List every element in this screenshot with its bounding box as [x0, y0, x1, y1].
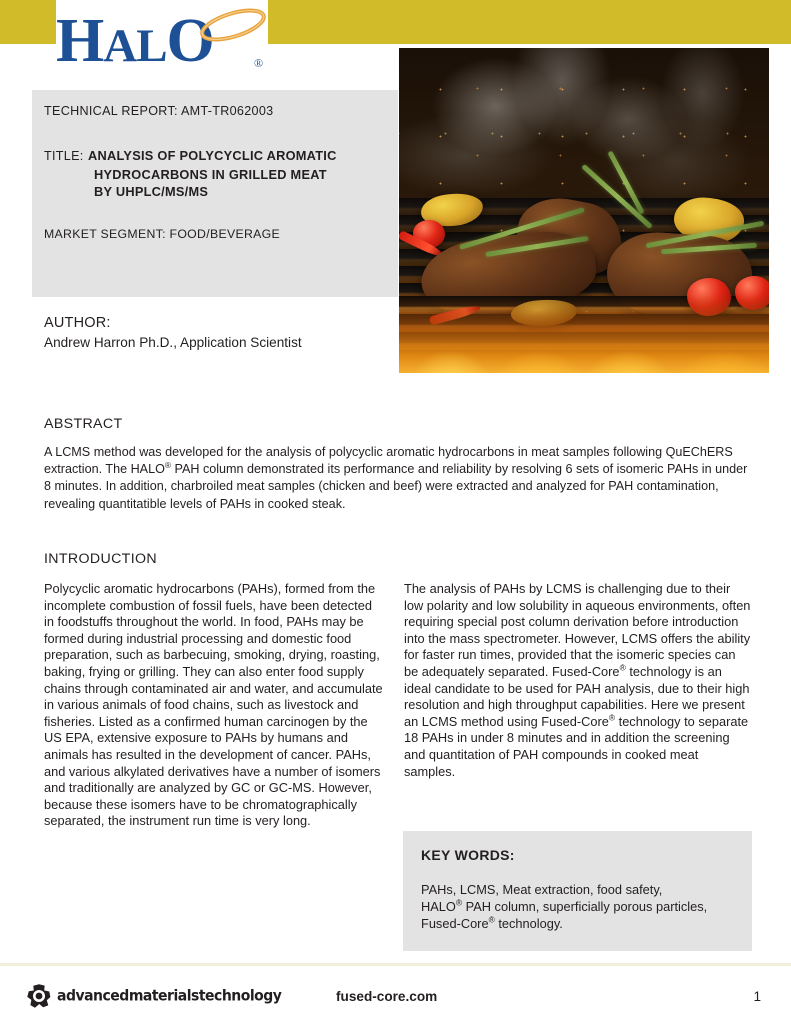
amt-company-name: advancedmaterialstechnology [57, 987, 282, 1005]
photo-flames-layer [399, 295, 769, 373]
abstract-text-part-1: A LCMS method was developed for the analysis of polycyclic aromatic hydrocarbons in meat samples following QuEChERS extraction. The HALO [44, 445, 733, 477]
registered-mark-icon: ® [164, 460, 171, 471]
author-name: Andrew Harron Ph.D., Application Scientist [44, 335, 302, 350]
report-title-label: TITLE: [44, 149, 84, 163]
keywords-body [421, 881, 738, 932]
introduction-heading: INTRODUCTION [44, 551, 157, 567]
amt-hexagon-icon [26, 983, 52, 1009]
market-segment: MARKET SEGMENT: FOOD/BEVERAGE [44, 227, 281, 241]
advanced-materials-technology-logo [26, 983, 281, 1009]
intro-right-part-1: The analysis of PAHs by LCMS is challenging due to their low polarity and low solubility in aqueous environments, often requiring special post column derivation before introduction into the mass spectrometer. However, LCMS offers the ability for faster run times, provided that the isomeric species can be adequately separated. Fused-Core [404, 581, 751, 679]
report-title-line-1: ANALYSIS OF POLYCYCLIC AROMATIC [88, 148, 337, 163]
registered-mark-icon: ® [619, 662, 626, 673]
halo-logo [56, 6, 271, 78]
report-title [44, 147, 392, 200]
registered-mark-icon: ® [455, 897, 463, 908]
author-label: AUTHOR: [44, 315, 111, 331]
keywords-line-2-part-1: HALO [421, 899, 456, 914]
registered-mark-icon: ® [488, 914, 495, 925]
report-title-line-3: BY UHPLC/MS/MS [94, 184, 209, 199]
introduction-column-right [404, 581, 752, 780]
report-title-panel [32, 90, 398, 297]
keywords-line-1: PAHs, LCMS, Meat extraction, food safety, [421, 882, 663, 897]
keywords-box [403, 831, 752, 951]
author-block [44, 315, 384, 350]
halo-registered-icon: ® [254, 56, 264, 70]
footer-url[interactable]: fused-core.com [336, 989, 438, 1004]
introduction-column-left: Polycyclic aromatic hydrocarbons (PAHs), formed from the incomplete combustion of fossil fuels, have been detected in foodstuffs throughout the world. In food, PAHs may be formed during industrial processing and domestic food preparation, such as barbecuing, smoking, drying, roasting, baking, frying or grilling. They can also enter food supply chains through contaminated air and water, and accumulate in various animals of food chains, such as livestock and fisheries. Listed as a confirmed human carcinogen by the US EPA, extensive exposure to PAHs by humans and animals has resulted in the development of cancer. PAHs, and various alkylated derivatives have a number of isomers and traditionally are analyzed by GC or GC-MS. However, because these isomers have to be chromatographically separated, the instrument run time is very long. [44, 581, 383, 829]
abstract-section [44, 416, 750, 513]
keywords-line-3-part-2: technology. [494, 916, 563, 931]
page-footer [0, 966, 791, 1024]
keywords-line-3-part-1: Fused-Core [421, 916, 489, 931]
keywords-line-2-part-2: PAH column, superficially porous particles, [462, 899, 708, 914]
footer-page-number: 1 [753, 989, 761, 1004]
abstract-heading: ABSTRACT [44, 416, 123, 432]
report-title-line-2: HYDROCARBONS IN GRILLED MEAT [94, 167, 327, 182]
abstract-body [44, 444, 750, 513]
intro-right-part-3: technology to separate 18 PAHs in under 8 minutes and in addition the screening and quantitation of PAH compounds in cooked meat samples. [404, 713, 749, 779]
report-id: TECHNICAL REPORT: AMT-TR062003 [44, 104, 274, 118]
registered-mark-icon: ® [608, 712, 616, 723]
halo-wordmark: HALO [56, 7, 214, 75]
intro-right-part-2: technology is an ideal candidate to be used for PAH analysis, due to their high resolution and high throughput capabilities. Here we present an LCMS method using Fused-Core [404, 663, 750, 729]
abstract-text-part-2: PAH column demonstrated its performance and reliability by resolving 6 sets of isomeric PAHs in under 8 minutes. In addition, charbroiled meat samples (chicken and beef) were extracted and analyzed for PAH contamination, revealing quantitatible levels of PAHs in cooked steak. [44, 462, 748, 511]
hero-photo-grilled-meat [399, 48, 769, 373]
keywords-heading: KEY WORDS: [421, 847, 515, 863]
